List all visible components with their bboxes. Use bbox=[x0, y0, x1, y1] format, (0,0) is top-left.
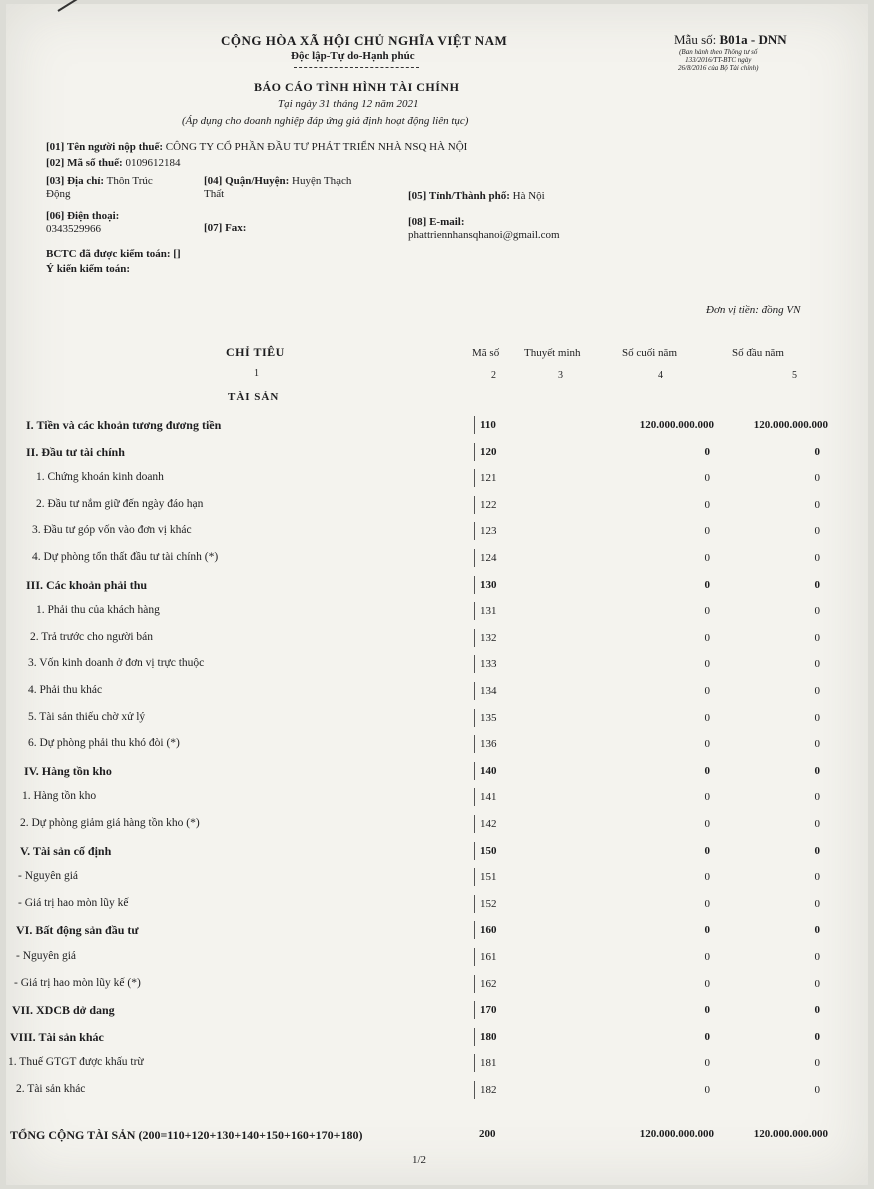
row-label: 1. Thuế GTGT được khấu trừ bbox=[8, 1056, 144, 1068]
row-code: 150 bbox=[480, 845, 497, 857]
total-assets-label: TỔNG CỘNG TÀI SẢN (200=110+120+130+140+150+160+170+180) bbox=[10, 1128, 363, 1142]
row-label: 2. Dự phòng giảm giá hàng tồn kho (*) bbox=[20, 817, 200, 829]
row-label: VI. Bất động sản đầu tư bbox=[16, 923, 139, 937]
email-field bbox=[408, 216, 560, 242]
address-label: [03] Địa chỉ: bbox=[46, 175, 105, 187]
row-code: 123 bbox=[480, 525, 497, 537]
row-start-year-value: 0 bbox=[814, 605, 820, 617]
column-rule bbox=[474, 1028, 475, 1046]
row-start-year-value: 0 bbox=[814, 499, 820, 511]
row-start-year-value: 0 bbox=[814, 978, 820, 990]
row-start-year-value: 0 bbox=[814, 951, 820, 963]
row-end-year-value: 0 bbox=[704, 605, 710, 617]
row-end-year-value: 0 bbox=[704, 791, 710, 803]
form-note-line: 26/8/2016 của Bộ Tài chính) bbox=[678, 64, 759, 72]
column-rule bbox=[474, 975, 475, 993]
province-value: Hà Nội bbox=[512, 190, 545, 202]
row-end-year-value: 0 bbox=[704, 552, 710, 564]
address-field bbox=[46, 175, 153, 201]
row-code: 141 bbox=[480, 791, 497, 803]
form-number-label: Mẫu số: bbox=[674, 32, 717, 47]
row-code: 110 bbox=[480, 419, 496, 431]
row-label: VII. XDCB dở dang bbox=[12, 1003, 115, 1017]
page-number: 1/2 bbox=[412, 1154, 427, 1166]
row-end-year-value: 0 bbox=[704, 1004, 710, 1016]
row-start-year-value: 0 bbox=[814, 525, 820, 537]
row-label: 1. Hàng tồn kho bbox=[22, 790, 97, 802]
row-start-year-value: 0 bbox=[814, 898, 820, 910]
row-start-year-value: 0 bbox=[814, 552, 820, 564]
email-value: phattriennhansqhanoi@gmail.com bbox=[408, 229, 560, 241]
fax-label: [07] Fax: bbox=[204, 222, 247, 234]
motto-underline bbox=[294, 67, 419, 68]
row-code: 160 bbox=[480, 924, 497, 936]
row-end-year-value: 0 bbox=[704, 1057, 710, 1069]
tax-code-line bbox=[46, 157, 180, 169]
column-rule bbox=[474, 1081, 475, 1099]
total-assets-end: 120.000.000.000 bbox=[639, 1128, 714, 1140]
col-header-end-year: Số cuối năm bbox=[622, 347, 677, 359]
column-rule bbox=[474, 921, 475, 939]
pen-mark bbox=[57, 0, 92, 12]
phone-label: [06] Điện thoại: bbox=[46, 210, 120, 222]
row-code: 161 bbox=[480, 951, 497, 963]
row-code: 134 bbox=[480, 685, 497, 697]
row-start-year-value: 0 bbox=[814, 632, 820, 644]
col-header-indicator: CHỈ TIÊU bbox=[226, 345, 285, 359]
row-label: - Giá trị hao mòn lũy kế (*) bbox=[14, 977, 141, 989]
row-code: 180 bbox=[480, 1031, 497, 1043]
row-code: 132 bbox=[480, 632, 497, 644]
column-rule bbox=[474, 443, 475, 461]
column-rule bbox=[474, 709, 475, 727]
col-number: 5 bbox=[792, 370, 797, 381]
row-label: IV. Hàng tồn kho bbox=[24, 764, 112, 778]
row-end-year-value: 0 bbox=[704, 472, 710, 484]
row-label: 4. Dự phòng tổn thất đầu tư tài chính (*) bbox=[32, 551, 219, 563]
form-number bbox=[674, 32, 787, 48]
column-rule bbox=[474, 602, 475, 620]
column-rule bbox=[474, 629, 475, 647]
column-rule bbox=[474, 762, 475, 780]
row-start-year-value: 0 bbox=[814, 712, 820, 724]
row-start-year-value: 0 bbox=[814, 818, 820, 830]
col-header-note: Thuyết minh bbox=[524, 347, 581, 359]
report-scope: (Áp dụng cho doanh nghiệp đáp ứng giả định hoạt động liên tục) bbox=[182, 115, 469, 127]
column-rule bbox=[474, 1001, 475, 1019]
row-code: 122 bbox=[480, 499, 497, 511]
row-start-year-value: 0 bbox=[814, 845, 820, 857]
row-end-year-value: 0 bbox=[704, 818, 710, 830]
phone-field bbox=[46, 210, 119, 236]
col-header-code: Mã số bbox=[472, 347, 500, 359]
row-label: - Nguyên giá bbox=[18, 870, 79, 882]
motto: Độc lập-Tự do-Hạnh phúc bbox=[291, 50, 415, 62]
row-start-year-value: 0 bbox=[814, 924, 820, 936]
row-end-year-value: 0 bbox=[704, 712, 710, 724]
col-header-start-year: Số đầu năm bbox=[732, 347, 784, 359]
row-code: 124 bbox=[480, 552, 497, 564]
row-end-year-value: 0 bbox=[704, 446, 710, 458]
col-number: 2 bbox=[491, 370, 496, 381]
row-end-year-value: 0 bbox=[704, 765, 710, 777]
email-label: [08] E-mail: bbox=[408, 216, 465, 228]
column-rule bbox=[474, 576, 475, 594]
row-end-year-value: 0 bbox=[704, 898, 710, 910]
district-value: Huyện Thạch bbox=[292, 175, 352, 187]
column-rule bbox=[474, 469, 475, 487]
audited-line bbox=[46, 248, 181, 260]
row-label: 3. Đầu tư góp vốn vào đơn vị khác bbox=[32, 524, 192, 536]
row-start-year-value: 0 bbox=[814, 1084, 820, 1096]
col-number: 1 bbox=[254, 368, 259, 379]
row-label: - Nguyên giá bbox=[16, 950, 77, 962]
tax-code-value: 0109612184 bbox=[125, 157, 181, 169]
row-code: 151 bbox=[480, 871, 497, 883]
row-end-year-value: 0 bbox=[704, 499, 710, 511]
fax-field bbox=[204, 222, 246, 234]
form-note bbox=[678, 48, 759, 72]
row-label: I. Tiền và các khoản tương đương tiền bbox=[26, 418, 222, 432]
audit-opinion-line bbox=[46, 263, 130, 275]
total-assets-start: 120.000.000.000 bbox=[753, 1128, 828, 1140]
row-code: 170 bbox=[480, 1004, 497, 1016]
row-end-year-value: 0 bbox=[704, 845, 710, 857]
phone-value: 0343529966 bbox=[46, 223, 101, 235]
taxpayer-name-line bbox=[46, 141, 467, 153]
taxpayer-name-label: [01] Tên người nộp thuế: bbox=[46, 141, 164, 153]
row-start-year-value: 0 bbox=[814, 765, 820, 777]
section-heading-assets: TÀI SẢN bbox=[228, 391, 280, 403]
row-label: V. Tài sản cố định bbox=[20, 844, 112, 858]
row-end-year-value: 120.000.000.000 bbox=[639, 419, 714, 431]
row-end-year-value: 0 bbox=[704, 579, 710, 591]
row-label: - Giá trị hao mòn lũy kế bbox=[18, 897, 129, 909]
form-number-value: B01a - DNN bbox=[719, 32, 787, 47]
taxpayer-name-value: CÔNG TY CỔ PHẦN ĐẦU TƯ PHÁT TRIỂN NHÀ NSQ HÀ NỘI bbox=[165, 141, 468, 153]
row-start-year-value: 0 bbox=[814, 871, 820, 883]
row-label: 5. Tài sản thiếu chờ xử lý bbox=[28, 711, 146, 723]
row-end-year-value: 0 bbox=[704, 1084, 710, 1096]
row-end-year-value: 0 bbox=[704, 951, 710, 963]
col-number: 4 bbox=[658, 370, 663, 381]
row-code: 136 bbox=[480, 738, 497, 750]
col-number: 3 bbox=[558, 370, 563, 381]
row-label: 2. Tài sản khác bbox=[16, 1083, 86, 1095]
province-field bbox=[408, 190, 545, 202]
row-label: 1. Chứng khoán kinh doanh bbox=[36, 471, 164, 483]
row-code: 152 bbox=[480, 898, 497, 910]
row-start-year-value: 0 bbox=[814, 579, 820, 591]
report-date: Tại ngày 31 tháng 12 năm 2021 bbox=[278, 98, 419, 110]
column-rule bbox=[474, 655, 475, 673]
district-value-cont: Thất bbox=[204, 188, 225, 200]
district-field bbox=[204, 175, 351, 201]
column-rule bbox=[474, 416, 475, 434]
report-title: BÁO CÁO TÌNH HÌNH TÀI CHÍNH bbox=[254, 80, 460, 94]
row-code: 133 bbox=[480, 658, 497, 670]
tax-code-label: [02] Mã số thuế: bbox=[46, 157, 123, 169]
column-rule bbox=[474, 842, 475, 860]
row-label: VIII. Tài sản khác bbox=[10, 1030, 104, 1044]
currency-unit: Đơn vị tiền: đồng VN bbox=[706, 304, 801, 316]
row-end-year-value: 0 bbox=[704, 658, 710, 670]
column-rule bbox=[474, 549, 475, 567]
row-code: 182 bbox=[480, 1084, 497, 1096]
row-start-year-value: 0 bbox=[814, 658, 820, 670]
column-rule bbox=[474, 682, 475, 700]
row-code: 121 bbox=[480, 472, 497, 484]
document-page bbox=[6, 4, 868, 1185]
row-start-year-value: 0 bbox=[814, 685, 820, 697]
total-assets-code: 200 bbox=[479, 1128, 496, 1140]
row-label: 3. Vốn kinh doanh ở đơn vị trực thuộc bbox=[28, 657, 205, 669]
row-end-year-value: 0 bbox=[704, 871, 710, 883]
row-end-year-value: 0 bbox=[704, 632, 710, 644]
audited-label: BCTC đã được kiểm toán: [] bbox=[46, 248, 181, 260]
row-label: III. Các khoản phải thu bbox=[26, 578, 148, 592]
row-label: 1. Phải thu của khách hàng bbox=[36, 604, 160, 616]
column-rule bbox=[474, 522, 475, 540]
form-note-line: (Ban hành theo Thông tư số bbox=[679, 48, 758, 56]
row-code: 130 bbox=[480, 579, 497, 591]
row-start-year-value: 0 bbox=[814, 738, 820, 750]
row-code: 120 bbox=[480, 446, 497, 458]
row-code: 162 bbox=[480, 978, 497, 990]
row-start-year-value: 0 bbox=[814, 1031, 820, 1043]
row-code: 131 bbox=[480, 605, 497, 617]
row-end-year-value: 0 bbox=[704, 978, 710, 990]
province-label: [05] Tỉnh/Thành phố: bbox=[408, 190, 510, 202]
form-note-line: 133/2016/TT-BTC ngày bbox=[685, 56, 752, 64]
row-start-year-value: 0 bbox=[814, 472, 820, 484]
row-label: 6. Dự phòng phải thu khó đòi (*) bbox=[28, 737, 180, 749]
row-code: 140 bbox=[480, 765, 497, 777]
column-rule bbox=[474, 895, 475, 913]
address-value-cont: Động bbox=[46, 188, 71, 200]
column-rule bbox=[474, 868, 475, 886]
row-label: 2. Đầu tư nắm giữ đến ngày đáo hạn bbox=[36, 498, 204, 510]
column-rule bbox=[474, 496, 475, 514]
row-start-year-value: 0 bbox=[814, 1057, 820, 1069]
row-code: 135 bbox=[480, 712, 497, 724]
column-rule bbox=[474, 815, 475, 833]
row-end-year-value: 0 bbox=[704, 924, 710, 936]
row-label: II. Đầu tư tài chính bbox=[26, 445, 125, 459]
row-start-year-value: 0 bbox=[814, 791, 820, 803]
row-start-year-value: 0 bbox=[814, 446, 820, 458]
row-end-year-value: 0 bbox=[704, 685, 710, 697]
row-start-year-value: 120.000.000.000 bbox=[753, 419, 828, 431]
row-start-year-value: 0 bbox=[814, 1004, 820, 1016]
address-value: Thôn Trúc bbox=[106, 175, 153, 187]
column-rule bbox=[474, 735, 475, 753]
nation-heading: CỘNG HÒA XÃ HỘI CHỦ NGHĨA VIỆT NAM bbox=[221, 33, 508, 48]
audit-opinion-label: Ý kiến kiểm toán: bbox=[46, 263, 131, 275]
row-code: 181 bbox=[480, 1057, 497, 1069]
row-label: 2. Trả trước cho người bán bbox=[30, 631, 154, 643]
column-rule bbox=[474, 788, 475, 806]
district-label: [04] Quận/Huyện: bbox=[204, 175, 290, 187]
column-rule bbox=[474, 1054, 475, 1072]
row-end-year-value: 0 bbox=[704, 738, 710, 750]
row-end-year-value: 0 bbox=[704, 525, 710, 537]
row-code: 142 bbox=[480, 818, 497, 830]
row-label: 4. Phải thu khác bbox=[28, 684, 103, 696]
column-rule bbox=[474, 948, 475, 966]
row-end-year-value: 0 bbox=[704, 1031, 710, 1043]
